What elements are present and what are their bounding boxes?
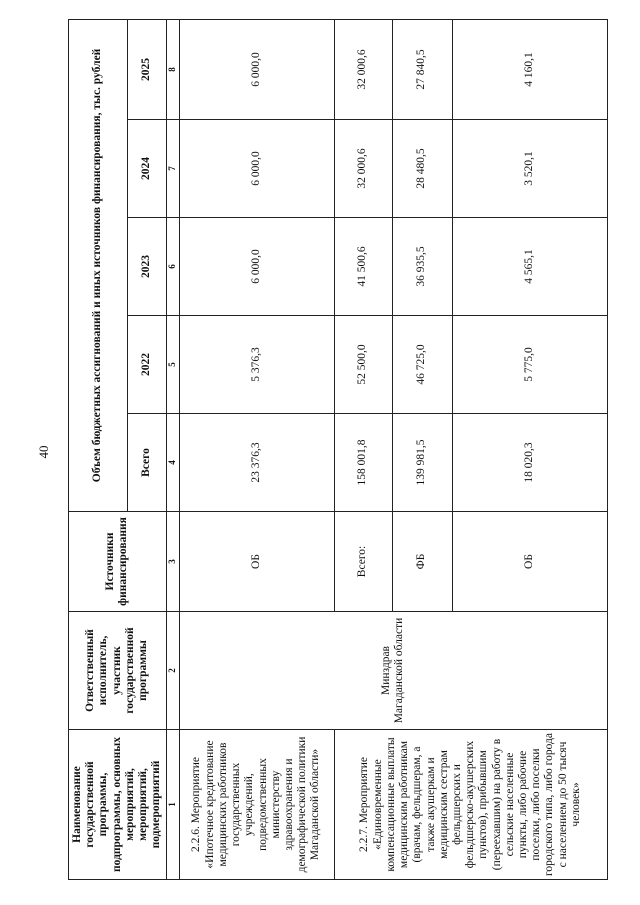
value-2022: 5 376,3 — [179, 316, 334, 414]
index-cell: 6 — [166, 218, 179, 316]
index-cell: 3 — [166, 512, 179, 612]
value-2025: 6 000,0 — [179, 19, 334, 119]
value-total: 23 376,3 — [179, 414, 334, 512]
funding-table — [68, 19, 608, 880]
index-row — [166, 19, 179, 879]
header-executor: Ответственный исполнитель, участник государственной программы — [69, 612, 167, 730]
table-row — [334, 19, 392, 879]
value-2024: 3 520,1 — [452, 120, 607, 218]
source-cell: ФБ — [392, 512, 452, 612]
source-cell: ОБ — [452, 512, 607, 612]
source-cell: ОБ — [179, 512, 334, 612]
value-2024: 28 480,5 — [392, 120, 452, 218]
value-2025: 32 000,6 — [334, 19, 392, 119]
value-2023: 41 500,6 — [334, 218, 392, 316]
page-number: 40 — [36, 445, 51, 459]
header-2023: 2023 — [127, 218, 166, 316]
index-cell: 4 — [166, 414, 179, 512]
header-source: Источники финансирования — [69, 512, 167, 612]
index-cell: 5 — [166, 316, 179, 414]
value-total: 18 020,3 — [452, 414, 607, 512]
value-2022: 46 725,0 — [392, 316, 452, 414]
value-2025: 27 840,5 — [392, 19, 452, 119]
table-row — [179, 19, 334, 879]
value-total: 139 981,5 — [392, 414, 452, 512]
value-2025: 4 160,1 — [452, 19, 607, 119]
index-cell: 8 — [166, 19, 179, 119]
header-2022: 2022 — [127, 316, 166, 414]
executor-cell: Минздрав Магаданской области — [179, 612, 607, 730]
value-2023: 4 565,1 — [452, 218, 607, 316]
value-2023: 36 935,5 — [392, 218, 452, 316]
source-cell: Всего: — [334, 512, 392, 612]
value-2023: 6 000,0 — [179, 218, 334, 316]
value-2022: 52 500,0 — [334, 316, 392, 414]
header-total: Всего — [127, 414, 166, 512]
rotated-table-container — [68, 20, 608, 880]
index-cell: 7 — [166, 120, 179, 218]
value-total: 158 001,8 — [334, 414, 392, 512]
value-2022: 5 775,0 — [452, 316, 607, 414]
value-2024: 32 000,6 — [334, 120, 392, 218]
header-program-name: Наименование государственной программы, подпрограммы, основных мероприятий, мероприятий, подмероприятий — [69, 730, 167, 880]
header-2024: 2024 — [127, 120, 166, 218]
activity-name: 2.2.6. Мероприятие «Ипотечное кредитование медицинских работников государственных учреждений, подведомственных министерству здравоохранения и демографической политики Магаданской области» — [179, 730, 334, 880]
value-2024: 6 000,0 — [179, 120, 334, 218]
header-2025: 2025 — [127, 19, 166, 119]
activity-name: 2.2.7. Мероприятие «Единовременные компенсационные выплаты медицинским работникам (врачам, фельдшерам, а также акушеркам и медицинским сестрам фельдшерских и фельдшерско-акушерских пунктов), прибывшим (переехавшим) на работу в сельские населенные пункты, либо рабочие поселки, либо поселки городского типа, либо города с населением до 50 тысяч человек» — [334, 730, 607, 880]
header-funding-volume: Объем бюджетных ассигнований и иных источников финансирования, тыс. рублей — [69, 19, 128, 511]
index-cell: 2 — [166, 612, 179, 730]
index-cell: 1 — [166, 730, 179, 880]
